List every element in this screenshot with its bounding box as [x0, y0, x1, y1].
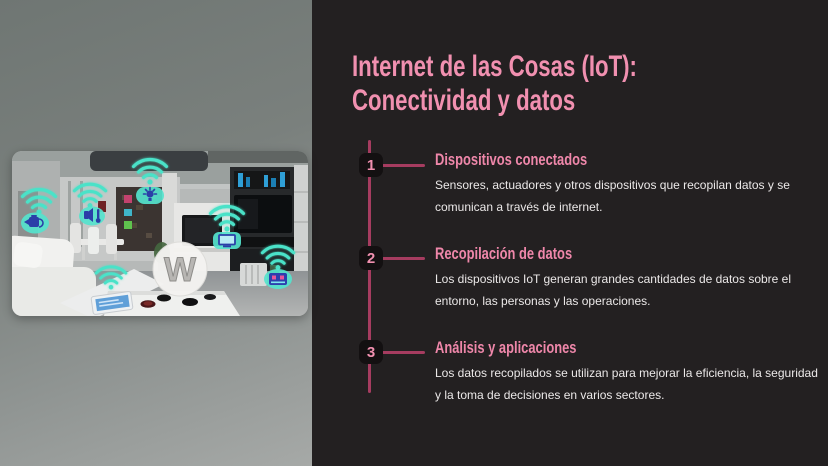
item-number-badge-1	[359, 153, 383, 177]
title-line-2: Conectividad y datos	[352, 84, 576, 117]
item-body-2: Los dispositivos IoT generan grandes cantidades de datos sobre el entorno, las personas y las operaciones.	[435, 272, 792, 308]
item-body-3: Los datos recopilados se utilizan para mejorar la eficiencia, la seguridad y la toma de decisiones en varios sectores.	[435, 366, 818, 402]
item-number-3: 3	[366, 343, 376, 361]
title-line-1: Internet de las Cosas (IoT):	[352, 50, 637, 83]
room-illustration	[12, 151, 308, 316]
item-heading-2	[435, 244, 615, 263]
item-heading-text-1: Dispositivos conectados	[435, 150, 588, 169]
connector-line-2	[382, 257, 425, 260]
watermark-circle	[153, 242, 207, 296]
item-heading-text-2: Recopilación de datos	[435, 244, 573, 263]
item-heading-1	[435, 150, 635, 169]
page-title	[352, 50, 737, 118]
item-number-1: 1	[366, 156, 376, 174]
item-number-badge-2	[359, 246, 383, 270]
smart-home-photo	[12, 151, 308, 316]
item-number-badge-3	[359, 340, 383, 364]
watermark-letter: W	[163, 251, 197, 289]
connector-line-1	[382, 164, 425, 167]
item-heading-text-3: Análisis y aplicaciones	[435, 338, 577, 357]
connector-line-3	[382, 351, 425, 354]
item-heading-3	[435, 338, 621, 357]
left-image-panel	[0, 0, 312, 466]
item-body-1: Sensores, actuadores y otros dispositivos que recopilan datos y se comunican a través de internet.	[435, 178, 790, 214]
washing-machine-icon	[269, 273, 287, 285]
item-number-2: 2	[366, 249, 376, 267]
